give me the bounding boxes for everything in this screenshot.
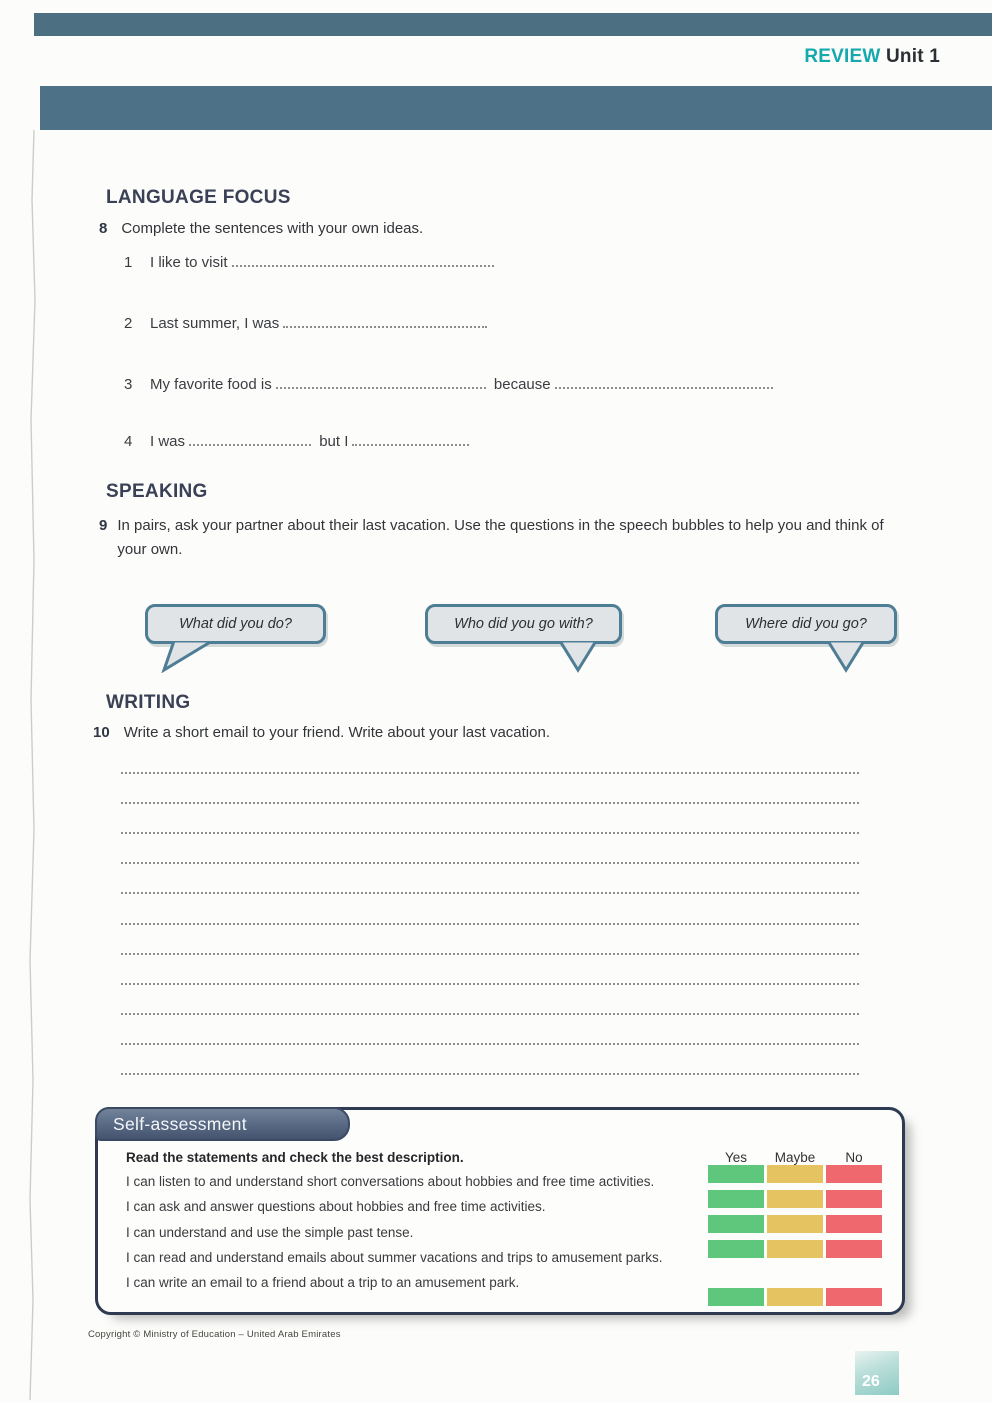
speech-bubble-text: What did you do? bbox=[179, 616, 292, 632]
writing-line[interactable] bbox=[121, 802, 859, 804]
sentence-item-1 bbox=[124, 254, 498, 271]
answer-blank[interactable] bbox=[189, 433, 311, 446]
option-yes-cell[interactable] bbox=[708, 1215, 764, 1233]
assessment-statements bbox=[126, 1169, 686, 1295]
speech-bubble-text: Who did you go with? bbox=[454, 616, 593, 632]
option-maybe-cell[interactable] bbox=[767, 1215, 823, 1233]
speech-bubble-1 bbox=[145, 604, 326, 644]
sentence-number: 4 bbox=[124, 433, 133, 450]
writing-heading: WRITING bbox=[106, 692, 191, 713]
unit-label: Unit 1 bbox=[886, 46, 940, 67]
writing-lines bbox=[121, 772, 859, 1082]
answer-blank[interactable] bbox=[352, 433, 469, 446]
assessment-statement: I can understand and use the simple past tense. bbox=[126, 1224, 414, 1240]
torn-paper-edge-icon bbox=[0, 0, 60, 1403]
page-header-title bbox=[804, 46, 940, 68]
exercise-10-number: 10 bbox=[93, 724, 110, 741]
review-label: REVIEW bbox=[804, 46, 887, 67]
option-no-cell[interactable] bbox=[826, 1215, 882, 1233]
column-header-yes: Yes bbox=[724, 1150, 748, 1165]
answer-blank[interactable] bbox=[276, 376, 486, 389]
option-maybe-cell[interactable] bbox=[767, 1240, 823, 1258]
self-assessment-tab-label: Self-assessment bbox=[113, 1113, 247, 1134]
speech-bubble-3 bbox=[715, 604, 897, 644]
exercise-10-instruction: Write a short email to your friend. Write about your last vacation. bbox=[123, 724, 550, 741]
sentence-number: 3 bbox=[124, 376, 133, 393]
assessment-statement: I can ask and answer questions about hobbies and free time activities. bbox=[126, 1199, 546, 1215]
sentence-number: 2 bbox=[124, 315, 133, 332]
exercise-8-number: 8 bbox=[99, 220, 108, 237]
assessment-bars bbox=[708, 1110, 882, 1318]
exercise-9-instruction: In pairs, ask your partner about their last vacation. Use the questions in the speech bubbles to help you and think of your own. bbox=[117, 517, 884, 558]
header-band-top bbox=[34, 13, 992, 36]
option-maybe-cell[interactable] bbox=[767, 1288, 823, 1306]
sentence-text: but I bbox=[319, 433, 349, 450]
writing-line[interactable] bbox=[121, 1043, 859, 1045]
assessment-option-row bbox=[708, 1215, 882, 1233]
answer-blank[interactable] bbox=[283, 315, 487, 328]
writing-line[interactable] bbox=[121, 892, 859, 894]
option-no-cell[interactable] bbox=[826, 1190, 882, 1208]
writing-line[interactable] bbox=[121, 862, 859, 864]
sentence-text: Last summer, I was bbox=[150, 315, 280, 332]
sentence-number: 1 bbox=[124, 254, 133, 271]
option-no-cell[interactable] bbox=[826, 1165, 882, 1183]
assessment-option-row bbox=[708, 1165, 882, 1183]
speech-bubble-2 bbox=[425, 604, 622, 644]
option-maybe-cell[interactable] bbox=[767, 1190, 823, 1208]
assessment-statement: I can write an email to a friend about a trip to an amusement park. bbox=[126, 1275, 520, 1291]
option-yes-cell[interactable] bbox=[708, 1240, 764, 1258]
page-number: 26 bbox=[862, 1373, 880, 1390]
copyright-text: Copyright © Ministry of Education – United Arab Emirates bbox=[88, 1329, 341, 1340]
writing-line[interactable] bbox=[121, 983, 859, 985]
writing-line[interactable] bbox=[121, 953, 859, 955]
exercise-9-number: 9 bbox=[99, 517, 108, 534]
exercise-8-row bbox=[99, 220, 423, 237]
speech-bubble-tail-icon bbox=[820, 641, 880, 673]
column-header-maybe: Maybe bbox=[774, 1150, 816, 1165]
assessment-statement: I can read and understand emails about summer vacations and trips to amusement parks. bbox=[126, 1249, 663, 1265]
self-assessment-panel bbox=[95, 1107, 905, 1315]
speech-bubble-tail-icon bbox=[552, 641, 612, 673]
assessment-statement: I can listen to and understand short conversations about hobbies and free time activities. bbox=[126, 1174, 655, 1189]
sentence-item-4 bbox=[124, 433, 473, 450]
page-number-badge bbox=[855, 1351, 899, 1395]
assessment-instruction: Read the statements and check the best description. bbox=[126, 1150, 464, 1165]
sentence-text: I was bbox=[150, 433, 186, 450]
answer-blank[interactable] bbox=[232, 254, 494, 267]
exercise-9-row bbox=[99, 514, 919, 562]
assessment-option-row bbox=[708, 1288, 882, 1306]
language-focus-heading: LANGUAGE FOCUS bbox=[106, 187, 291, 208]
speech-bubble-tail-icon bbox=[158, 641, 218, 673]
writing-line[interactable] bbox=[121, 1073, 859, 1075]
option-yes-cell[interactable] bbox=[708, 1288, 764, 1306]
writing-line[interactable] bbox=[121, 1013, 859, 1015]
option-no-cell[interactable] bbox=[826, 1240, 882, 1258]
column-header-no: No bbox=[845, 1150, 863, 1165]
sentence-text: because bbox=[493, 376, 551, 393]
option-maybe-cell[interactable] bbox=[767, 1165, 823, 1183]
header-band-bottom bbox=[40, 86, 992, 130]
writing-line[interactable] bbox=[121, 923, 859, 925]
sentence-item-3 bbox=[124, 376, 777, 393]
writing-line[interactable] bbox=[121, 772, 859, 774]
exercise-8-instruction: Complete the sentences with your own ideas. bbox=[121, 220, 424, 237]
option-yes-cell[interactable] bbox=[708, 1190, 764, 1208]
writing-line[interactable] bbox=[121, 832, 859, 834]
answer-blank[interactable] bbox=[555, 376, 773, 389]
assessment-option-row bbox=[708, 1190, 882, 1208]
speech-bubble-text: Where did you go? bbox=[745, 616, 867, 632]
option-no-cell[interactable] bbox=[826, 1288, 882, 1306]
speaking-heading: SPEAKING bbox=[106, 481, 208, 502]
sentence-text: My favorite food is bbox=[150, 376, 272, 393]
sentence-text: I like to visit bbox=[150, 254, 228, 271]
assessment-option-row bbox=[708, 1240, 882, 1258]
option-yes-cell[interactable] bbox=[708, 1165, 764, 1183]
self-assessment-tab bbox=[95, 1107, 350, 1141]
sentence-item-2 bbox=[124, 315, 491, 332]
exercise-10-row bbox=[93, 724, 550, 741]
